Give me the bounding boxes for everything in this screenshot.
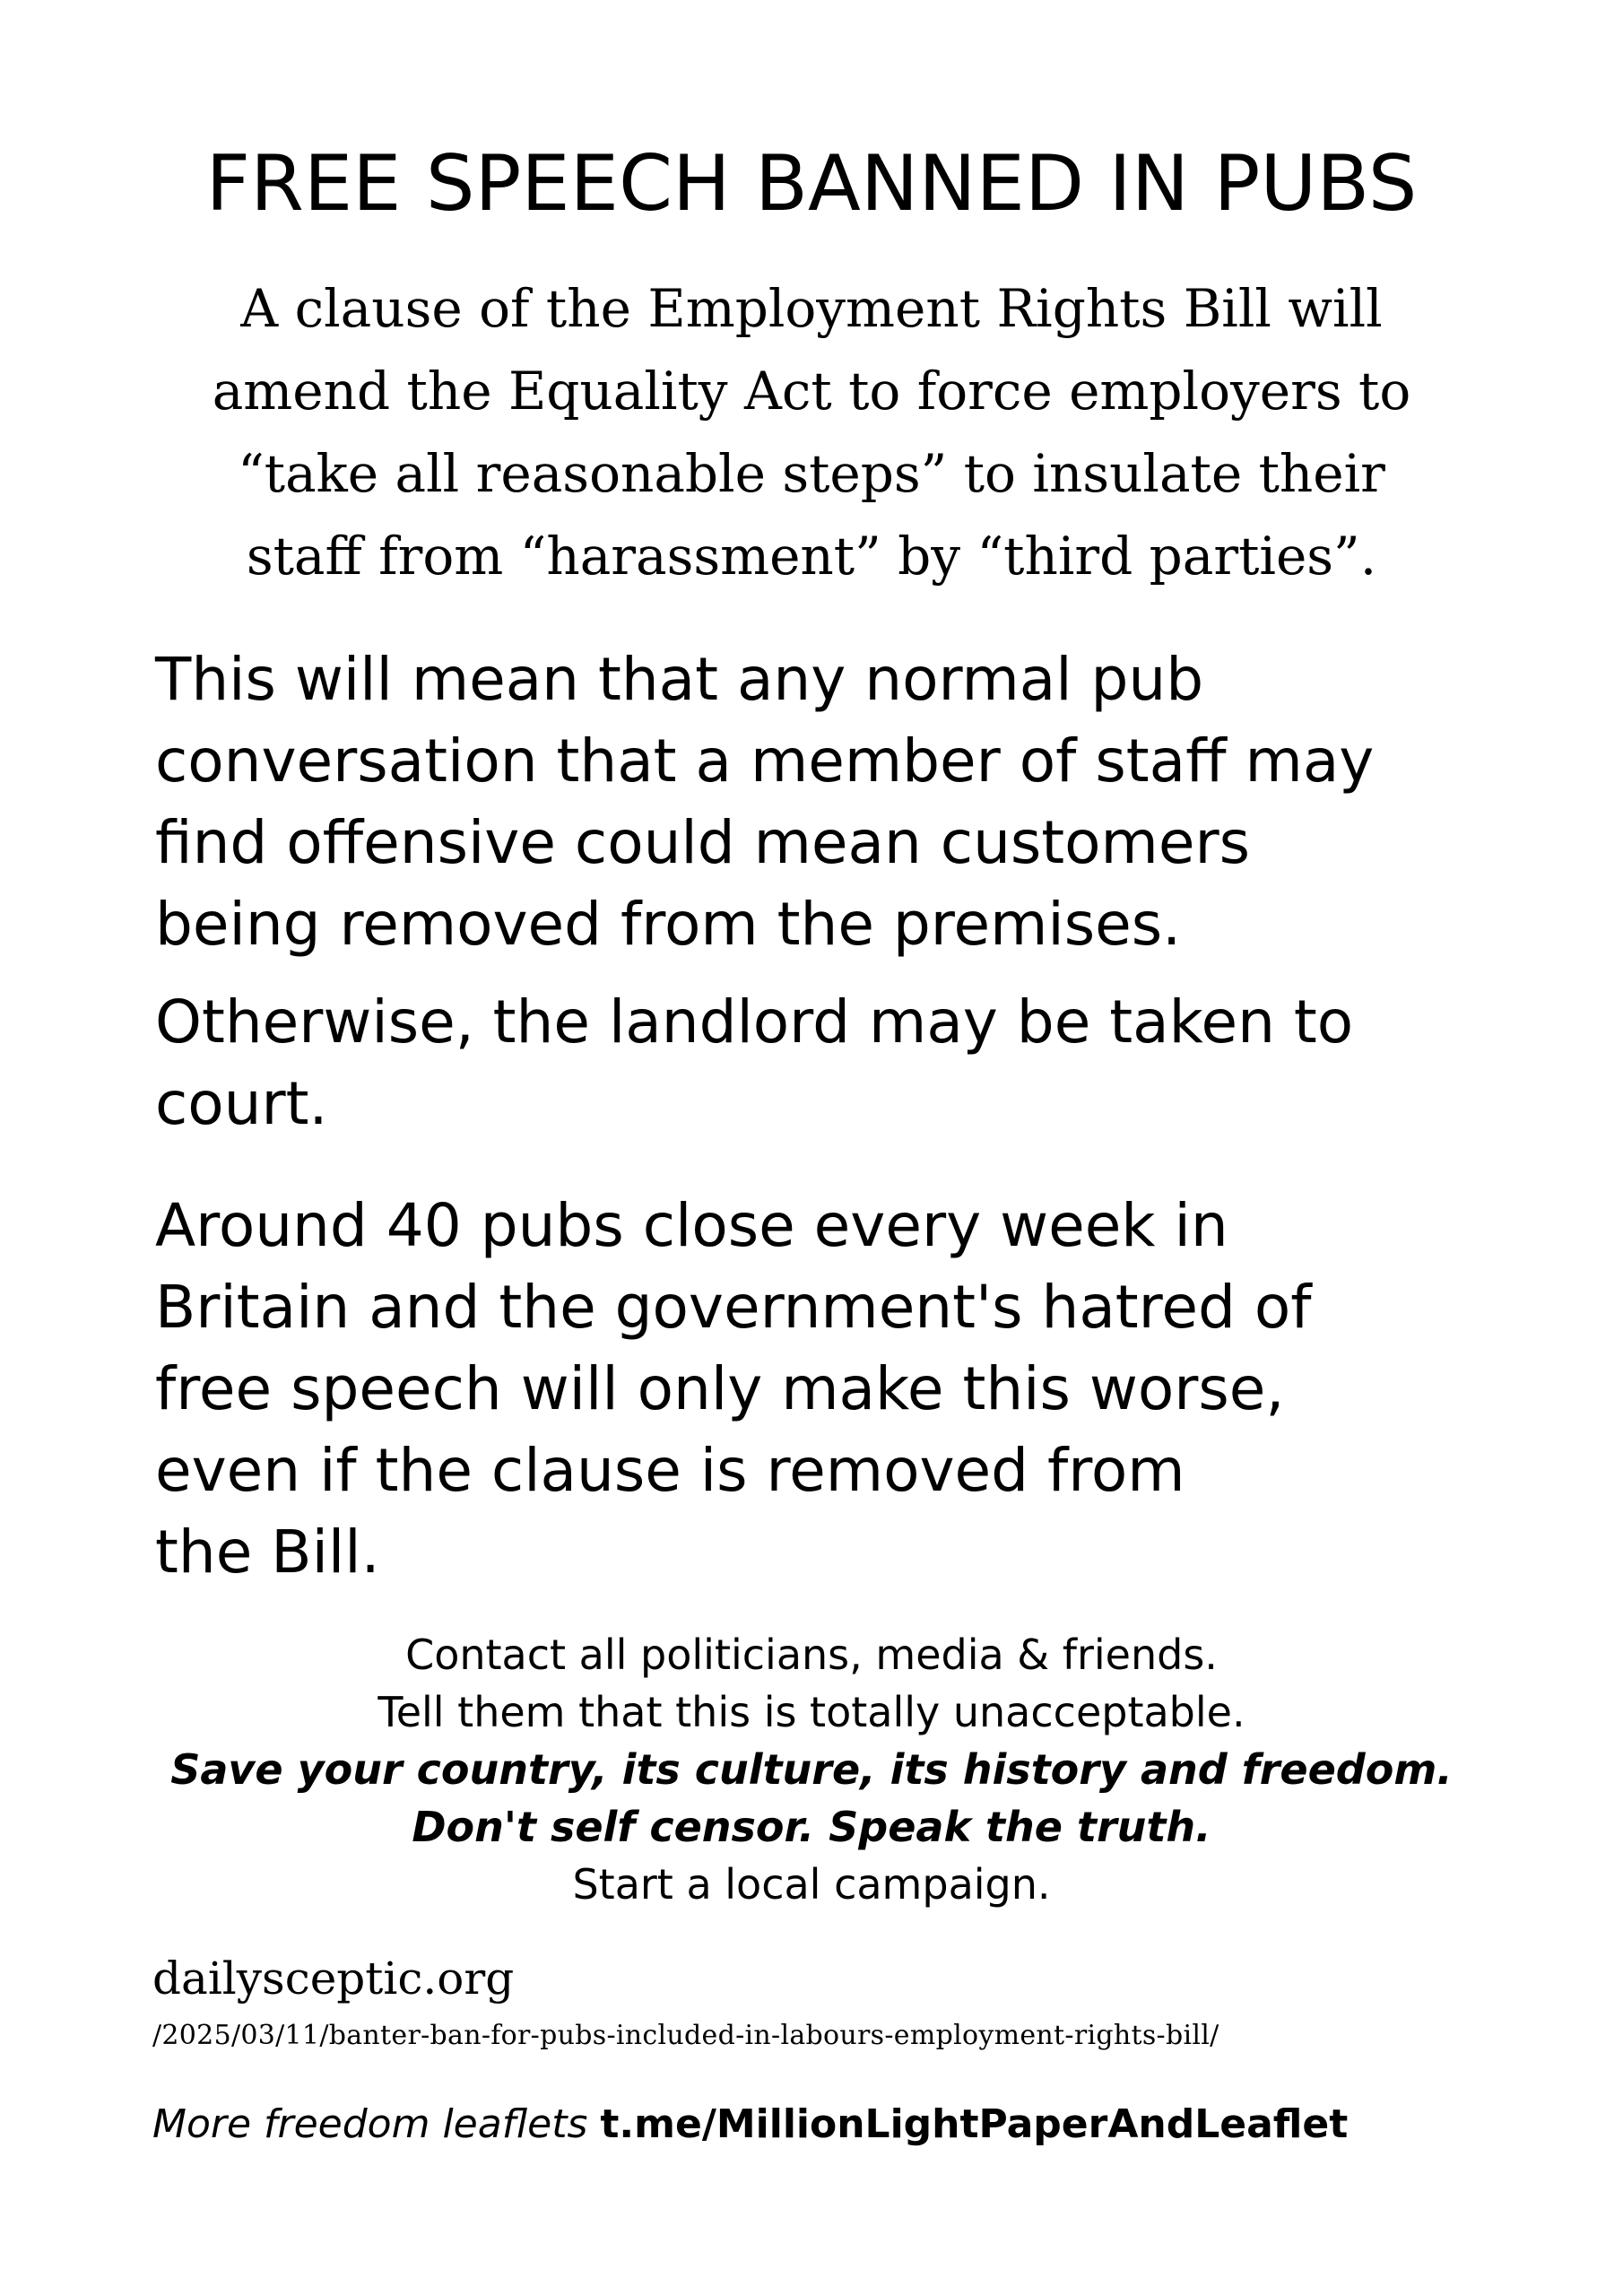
paragraph-line: Otherwise, the landlord may be taken to — [155, 987, 1354, 1057]
cta-line-emphasis: Don't self censor. Speak the truth. — [412, 1803, 1211, 1851]
paragraph-line: the Bill. — [155, 1518, 380, 1587]
intro-line: “take all reasonable steps” to insulate their — [238, 443, 1385, 504]
paragraph-line: even if the clause is removed from — [155, 1436, 1185, 1505]
cta-line: Tell them that this is totally unacceptable. — [378, 1688, 1245, 1736]
intro-line: amend the Equality Act to force employers to — [212, 361, 1411, 422]
cta-line: Start a local campaign. — [572, 1860, 1051, 1909]
paragraph-landlord — [155, 981, 1500, 1144]
paragraph-line: free speech will only make this worse, — [155, 1354, 1285, 1423]
intro-line: staff from “harassment” by “third parties”. — [246, 526, 1377, 587]
paragraph-line: court. — [155, 1069, 328, 1138]
paragraph-line: This will mean that any normal pub — [155, 645, 1204, 714]
source-path: /2025/03/11/banter-ban-for-pubs-included-in-labours-employment-rights-bill/ — [152, 2020, 1219, 2051]
paragraph-pub-closures — [155, 1185, 1500, 1593]
footer-label: More freedom leaflets — [152, 2101, 588, 2147]
footer — [152, 2097, 1348, 2152]
paragraph-line: being removed from the premises. — [155, 890, 1182, 959]
call-to-action — [0, 1626, 1623, 1913]
paragraph-line: find offensive could mean customers — [155, 808, 1250, 877]
paragraph-line: conversation that a member of staff may — [155, 726, 1375, 796]
footer-link: t.me/MillionLightPaperAndLeaflet — [600, 2101, 1349, 2147]
cta-line: Contact all politicians, media & friends. — [405, 1631, 1218, 1679]
paragraph-consequence — [155, 639, 1500, 965]
cta-line-emphasis: Save your country, its culture, its history and freedom. — [170, 1745, 1453, 1794]
leaflet-title: FREE SPEECH BANNED IN PUBS — [205, 139, 1418, 229]
source-domain: dailysceptic.org — [152, 1952, 515, 2005]
paragraph-line: Britain and the government's hatred of — [155, 1273, 1312, 1342]
intro-paragraph — [135, 267, 1488, 597]
paragraph-line: Around 40 pubs close every week in — [155, 1191, 1228, 1260]
intro-line: A clause of the Employment Rights Bill will — [240, 278, 1383, 339]
